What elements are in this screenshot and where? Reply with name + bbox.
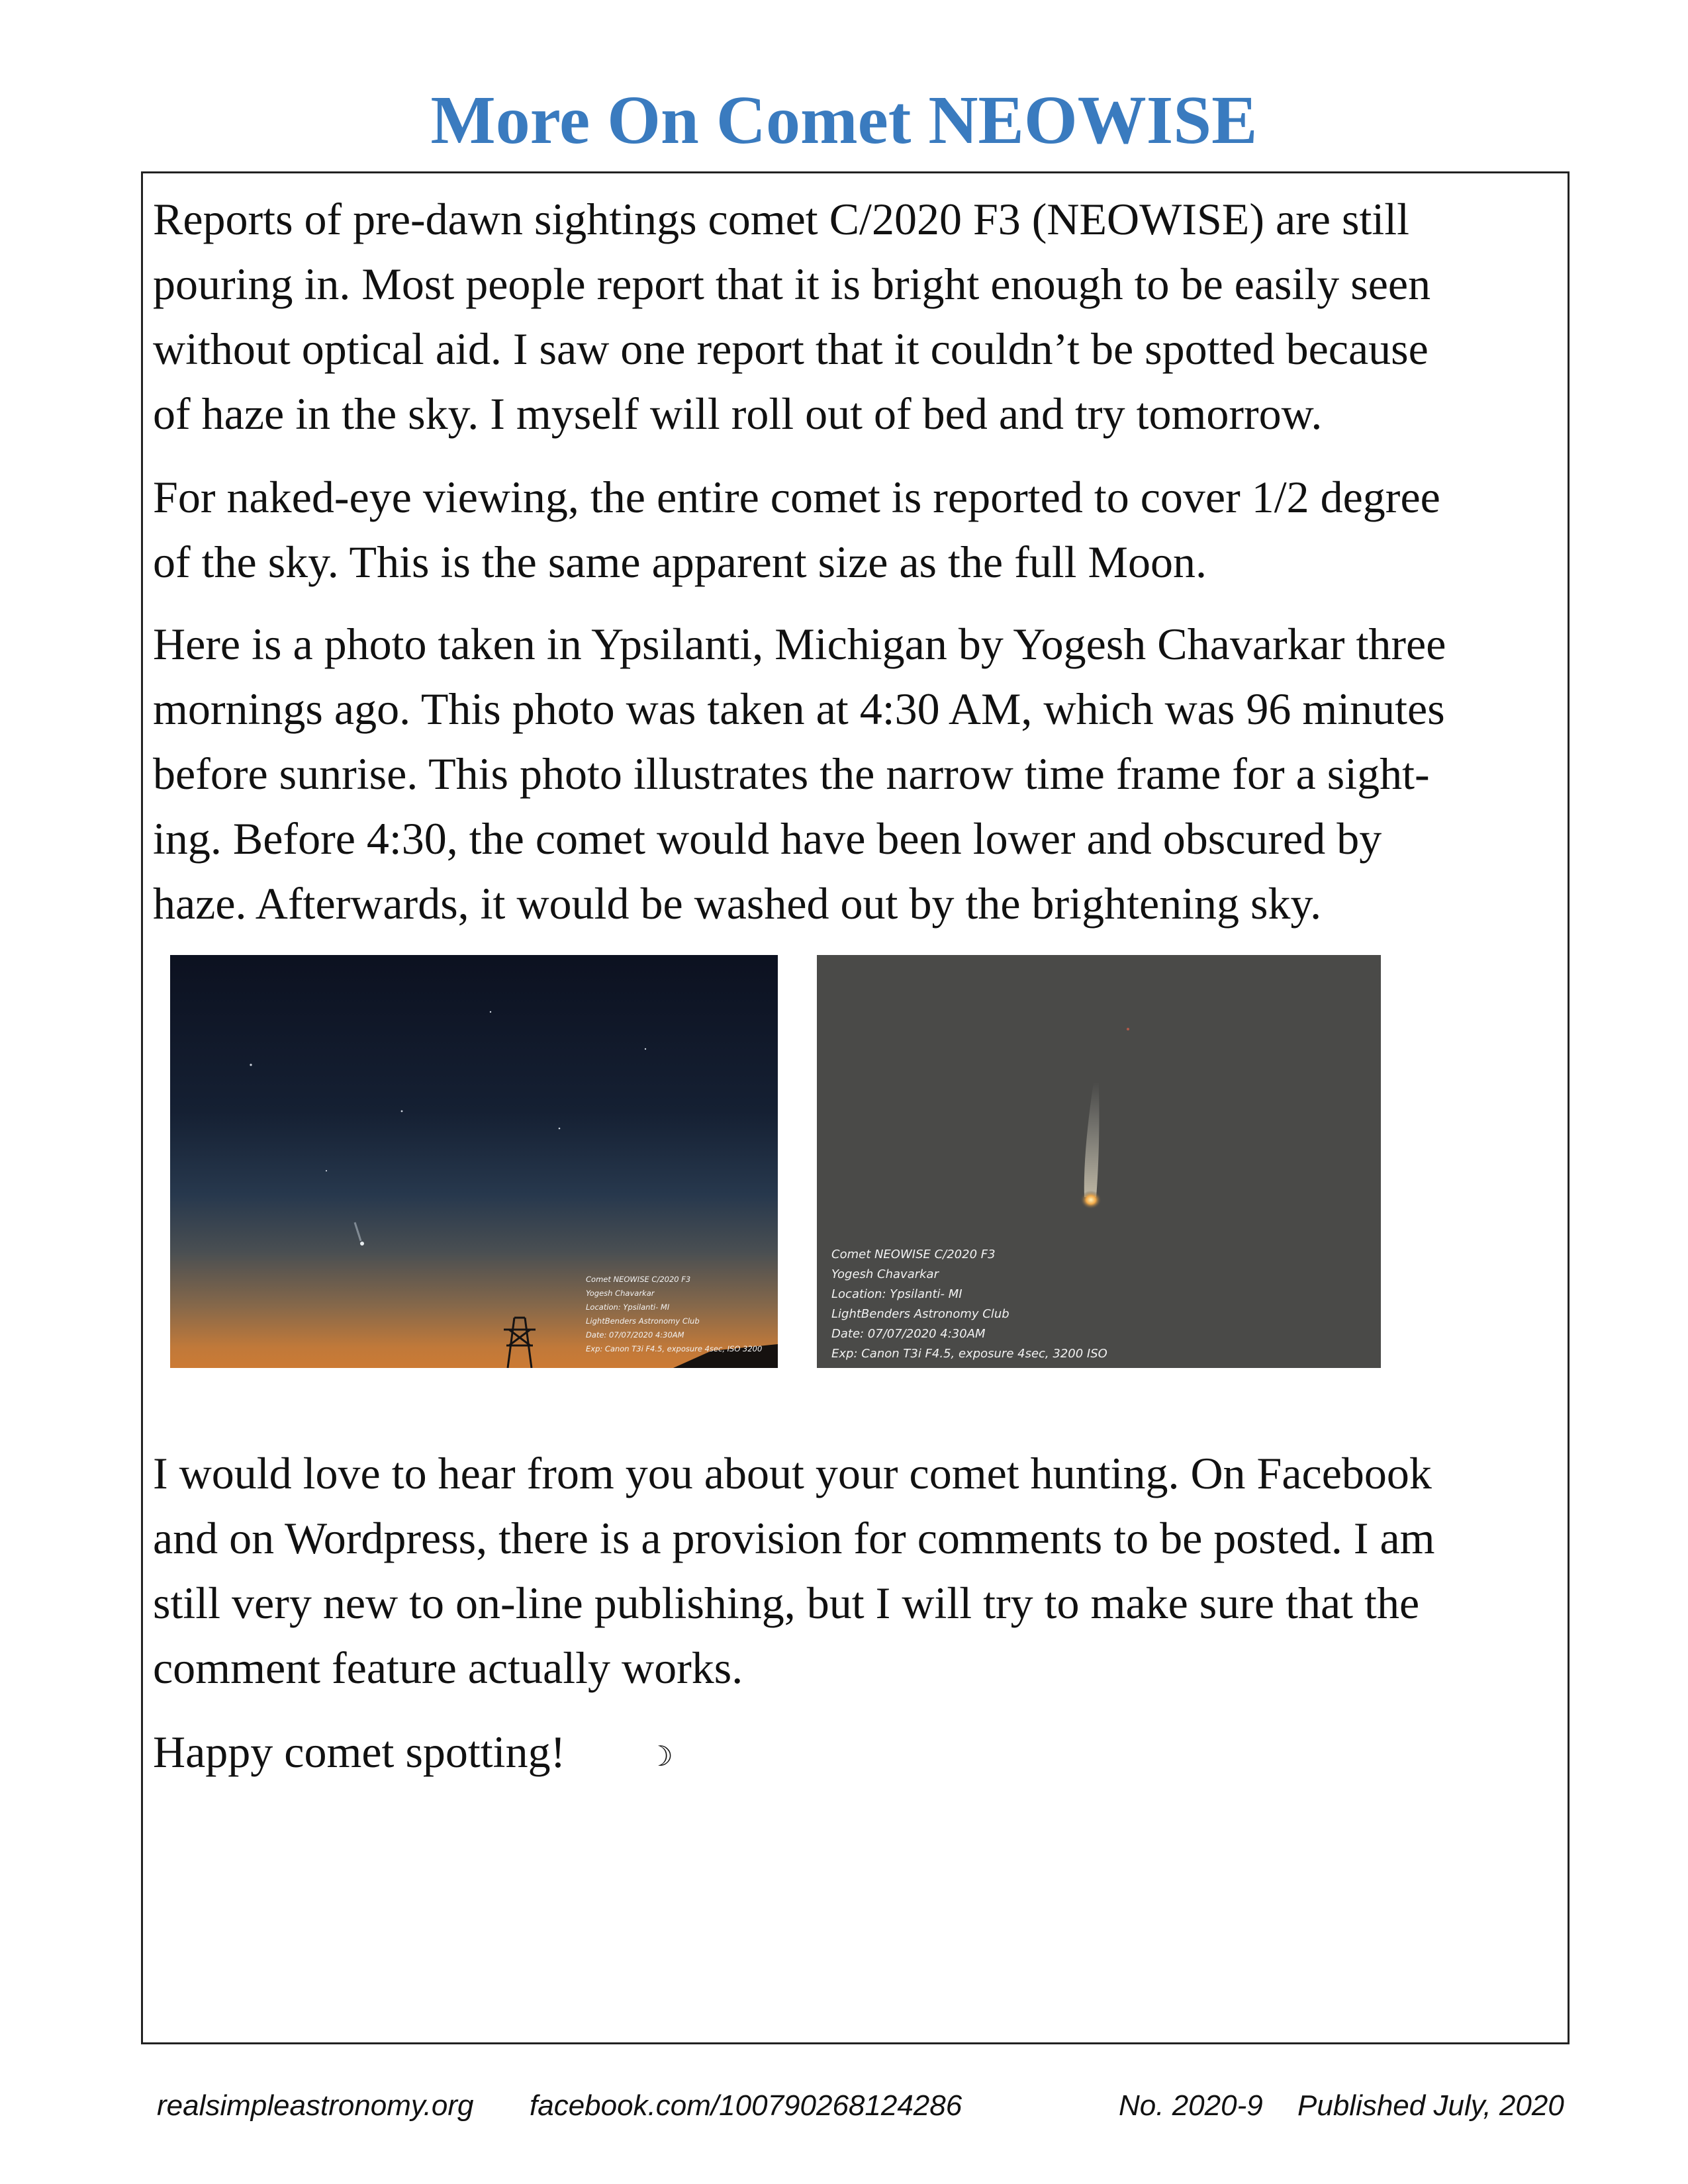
text-line: pouring in. Most people report that it is bright enough to be easily seen: [153, 259, 1431, 309]
text-line: still very new to on-line publishing, but I will try to make sure that the: [153, 1578, 1420, 1628]
text-line: For naked-eye viewing, the entire comet is reported to cover 1/2 degree: [153, 472, 1440, 522]
caption-line: Date: 07/07/2020 4:30AM: [586, 1330, 684, 1340]
text-line: of haze in the sky. I myself will roll out of bed and try tomorrow.: [153, 388, 1323, 439]
photo-caption: [831, 1245, 1107, 1364]
footer-facebook: facebook.com/100790268124286: [530, 2089, 962, 2122]
article-frame: [141, 171, 1570, 2044]
text-line: and on Wordpress, there is a provision for comments to be posted. I am: [153, 1513, 1435, 1563]
caption-line: LightBenders Astronomy Club: [831, 1307, 1009, 1321]
paragraph-comments: [153, 1441, 1570, 1700]
text-line: haze. Afterwards, it would be washed out by the brightening sky.: [153, 878, 1322, 929]
text-line: Here is a photo taken in Ypsilanti, Michigan by Yogesh Chavarkar three: [153, 619, 1446, 669]
caption-line: Yogesh Chavarkar: [586, 1289, 655, 1298]
closing-text: Happy comet spotting!: [153, 1727, 566, 1777]
text-line: mornings ago. This photo was taken at 4:30 AM, which was 96 minutes: [153, 684, 1445, 734]
caption-line: Exp: Canon T3i F4.5, exposure 4sec, 3200 ISO: [831, 1347, 1107, 1361]
caption-line: Date: 07/07/2020 4:30AM: [831, 1327, 986, 1341]
closing-line: [153, 1719, 1570, 1789]
caption-line: Exp: Canon T3i F4.5, exposure 4sec, ISO 3200: [586, 1344, 763, 1353]
caption-line: Location: Ypsilanti- MI: [586, 1302, 670, 1312]
photo-caption: [586, 1273, 762, 1356]
paragraph-naked-eye: [153, 465, 1570, 594]
text-line: I would love to hear from you about your comet hunting. On Facebook: [153, 1448, 1432, 1498]
caption-line: LightBenders Astronomy Club: [586, 1316, 700, 1326]
moon-icon: ☽: [648, 1740, 673, 1773]
text-line: comment feature actually works.: [153, 1643, 743, 1693]
caption-line: Comet NEOWISE C/2020 F3: [831, 1248, 996, 1261]
caption-line: Comet NEOWISE C/2020 F3: [586, 1275, 691, 1284]
text-line: Reports of pre-dawn sightings comet C/2020 F3 (NEOWISE) are still: [153, 194, 1410, 244]
comet-photo-wide: [170, 955, 778, 1368]
caption-line: Yogesh Chavarkar: [831, 1267, 939, 1281]
caption-line: Location: Ypsilanti- MI: [831, 1287, 962, 1301]
paragraph-reports: [153, 187, 1570, 446]
page-title: More On Comet NEOWISE: [430, 82, 1258, 158]
text-line: ing. Before 4:30, the comet would have been lower and obscured by: [153, 813, 1382, 864]
paragraph-photo-description: [153, 612, 1570, 936]
footer-published-date: Published July, 2020: [1297, 2089, 1564, 2122]
text-line: without optical aid. I saw one report that it couldn’t be spotted because: [153, 324, 1429, 374]
text-line: before sunrise. This photo illustrates the narrow time frame for a sight-: [153, 749, 1430, 799]
footer-issue-number: No. 2020-9: [1119, 2089, 1263, 2122]
footer-website: realsimpleastronomy.org: [157, 2089, 474, 2122]
comet-photo-closeup: [817, 955, 1381, 1368]
text-line: of the sky. This is the same apparent size as the full Moon.: [153, 537, 1207, 587]
